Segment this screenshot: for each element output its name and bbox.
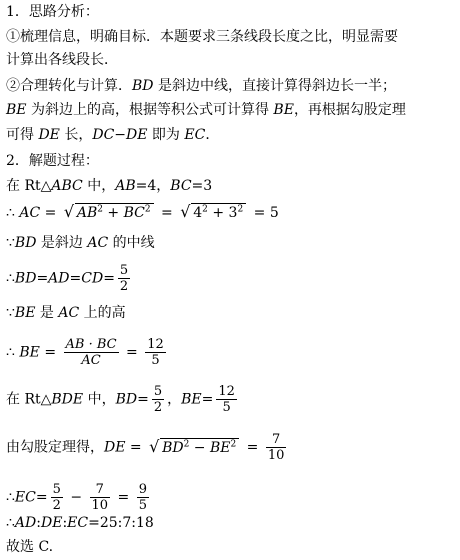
- var: AD: [14, 515, 37, 531]
- var: BE: [14, 305, 36, 321]
- sqrt-expression: [149, 438, 239, 458]
- text: 在 Rt△: [6, 178, 52, 194]
- solution-line-4: [6, 263, 133, 294]
- radicand: [191, 203, 246, 221]
- var: BE: [209, 439, 231, 456]
- sqrt-expression: [64, 203, 154, 223]
- numerator: 12: [147, 337, 164, 352]
- solution-line-5: [6, 303, 126, 323]
- denominator: 5: [138, 498, 147, 513]
- therefore: ∴: [6, 270, 15, 287]
- var: BD: [132, 78, 154, 94]
- text: 为斜边上的高，根据等积公式可计算得: [26, 102, 274, 118]
- colon: :: [62, 515, 68, 531]
- var: DC: [92, 127, 115, 143]
- analysis-point-2-line-1: [6, 76, 396, 96]
- text: ．: [205, 127, 220, 143]
- analysis-point-1-line-2: [6, 50, 118, 70]
- denominator: 5: [145, 352, 166, 368]
- fraction: [216, 384, 237, 415]
- fraction: [266, 432, 287, 463]
- var: EC: [184, 127, 206, 143]
- denominator: 10: [267, 448, 285, 463]
- analysis-point-2-line-2: [6, 100, 406, 120]
- var: BD: [14, 270, 37, 287]
- var: EC: [67, 515, 89, 531]
- minus: −: [114, 127, 127, 143]
- var: BE: [273, 102, 294, 118]
- fraction: [145, 337, 166, 368]
- var: DE: [38, 127, 60, 143]
- var: EC: [14, 489, 36, 506]
- equals: =: [242, 439, 263, 456]
- text: 由勾股定理得，: [6, 439, 104, 456]
- exponent: 2: [202, 204, 208, 215]
- var: BE: [19, 344, 40, 361]
- solution-line-1: [6, 176, 212, 196]
- radicand: [160, 438, 239, 456]
- fraction: [118, 263, 130, 294]
- section-1-heading: [6, 2, 99, 22]
- ratio-result: =25:7:18: [88, 515, 154, 531]
- var: DE: [40, 515, 63, 531]
- exponent: 2: [230, 438, 237, 449]
- solution-line-8: [6, 432, 289, 463]
- solution-line-3: [6, 233, 155, 253]
- therefore: ∴: [6, 489, 15, 506]
- text: 上的高: [79, 305, 126, 321]
- equals: =: [69, 270, 82, 287]
- var: BD: [14, 235, 37, 251]
- fraction: [51, 482, 63, 513]
- exponent: 2: [97, 204, 103, 215]
- minus: −: [189, 439, 210, 456]
- number: + 3: [207, 205, 238, 221]
- var: DE: [126, 127, 148, 143]
- equals: =: [35, 489, 48, 506]
- denominator: 2: [52, 498, 61, 513]
- answer-text: 故选 C.: [6, 539, 54, 555]
- radical-sign: √: [180, 202, 191, 221]
- denominator: 2: [153, 400, 163, 415]
- var: BD: [115, 391, 138, 408]
- denominator: 5: [216, 399, 237, 415]
- text: 中，: [82, 178, 116, 194]
- denominator: AC: [64, 352, 119, 368]
- equals: =: [40, 205, 61, 221]
- equals: =: [137, 391, 149, 408]
- text: =3: [191, 178, 213, 194]
- text: 长，: [59, 127, 93, 143]
- var: BDE: [51, 391, 84, 408]
- numerator: 5: [153, 384, 163, 399]
- solution-line-10: [6, 513, 154, 533]
- var: BC: [170, 178, 192, 194]
- text: 中，: [83, 391, 116, 408]
- var: BE: [6, 102, 27, 118]
- var: AC: [19, 205, 41, 221]
- fraction: [64, 337, 119, 368]
- equals: =: [156, 205, 178, 221]
- text: 的中线: [108, 235, 155, 251]
- exponent: 2: [144, 204, 151, 215]
- numerator: 5: [52, 482, 61, 497]
- equals: =: [39, 344, 61, 361]
- equals: =: [201, 391, 214, 408]
- solution-line-9: [6, 482, 152, 513]
- sqrt-expression: [180, 203, 246, 223]
- exponent: 2: [237, 204, 244, 215]
- fraction: [152, 384, 164, 415]
- fraction: [137, 482, 149, 513]
- numerator: 9: [138, 482, 147, 497]
- text: 是: [35, 305, 59, 321]
- var: BD: [162, 439, 184, 456]
- radical-sign: √: [63, 202, 75, 221]
- radical-sign: √: [149, 436, 160, 456]
- equals: =: [125, 439, 147, 456]
- var: AD: [48, 270, 70, 287]
- denominator: 2: [119, 279, 129, 294]
- var: DE: [104, 439, 126, 456]
- result: = 5: [249, 205, 279, 221]
- text: ①梳理信息，明确目标．本题要求三条线段长度之比，明显需要: [6, 29, 398, 45]
- text: 是斜边: [36, 235, 88, 251]
- solution-line-2: [6, 203, 279, 223]
- exponent: 2: [183, 438, 190, 449]
- radicand: [75, 203, 154, 221]
- var: BC: [123, 205, 145, 221]
- var: AB: [76, 205, 98, 221]
- plus: +: [102, 205, 124, 221]
- equals: =: [36, 270, 49, 287]
- var: AB: [115, 178, 136, 194]
- text: 可得: [6, 127, 39, 143]
- var: CD: [81, 270, 104, 287]
- text: 是斜边中线，直接计算得斜边长一半；: [153, 78, 396, 94]
- solution-line-6: [6, 337, 169, 368]
- therefore: ∴: [6, 515, 15, 531]
- therefore: ∴: [6, 205, 20, 221]
- fraction: [90, 482, 111, 513]
- numerator: 7: [272, 432, 281, 447]
- text: 即为: [147, 127, 185, 143]
- text: ②合理转化与计算．: [6, 78, 132, 94]
- numerator: 5: [119, 263, 129, 278]
- text: 计算出各线段长．: [6, 52, 118, 68]
- minus: −: [65, 489, 87, 506]
- analysis-point-2-line-3: [6, 125, 219, 145]
- var: BE: [181, 391, 202, 408]
- var: AC: [58, 305, 80, 321]
- numerator: 12: [218, 384, 235, 399]
- numerator: 7: [95, 482, 104, 497]
- equals: =: [121, 344, 143, 361]
- because: ∵: [6, 305, 15, 321]
- number: 4: [193, 205, 203, 221]
- text: ，再根据勾股定理: [293, 102, 406, 118]
- text: =4，: [135, 178, 171, 194]
- because: ∵: [6, 235, 15, 251]
- heading-text: 1．思路分析：: [6, 4, 99, 20]
- numerator: AB · BC: [65, 337, 117, 352]
- var: AC: [87, 235, 109, 251]
- section-2-heading: [6, 151, 99, 171]
- solution-line-11: [6, 537, 53, 557]
- text: 在 Rt△: [6, 391, 52, 408]
- therefore: ∴: [6, 344, 20, 361]
- analysis-point-1-line-1: [6, 27, 398, 47]
- equals: =: [113, 489, 134, 506]
- equals: =: [103, 270, 115, 287]
- comma: ，: [167, 391, 182, 408]
- solution-line-7: [6, 384, 240, 415]
- colon: :: [36, 515, 41, 531]
- heading-text: 2．解题过程：: [6, 153, 99, 169]
- var: ABC: [51, 178, 83, 194]
- denominator: 10: [91, 498, 109, 513]
